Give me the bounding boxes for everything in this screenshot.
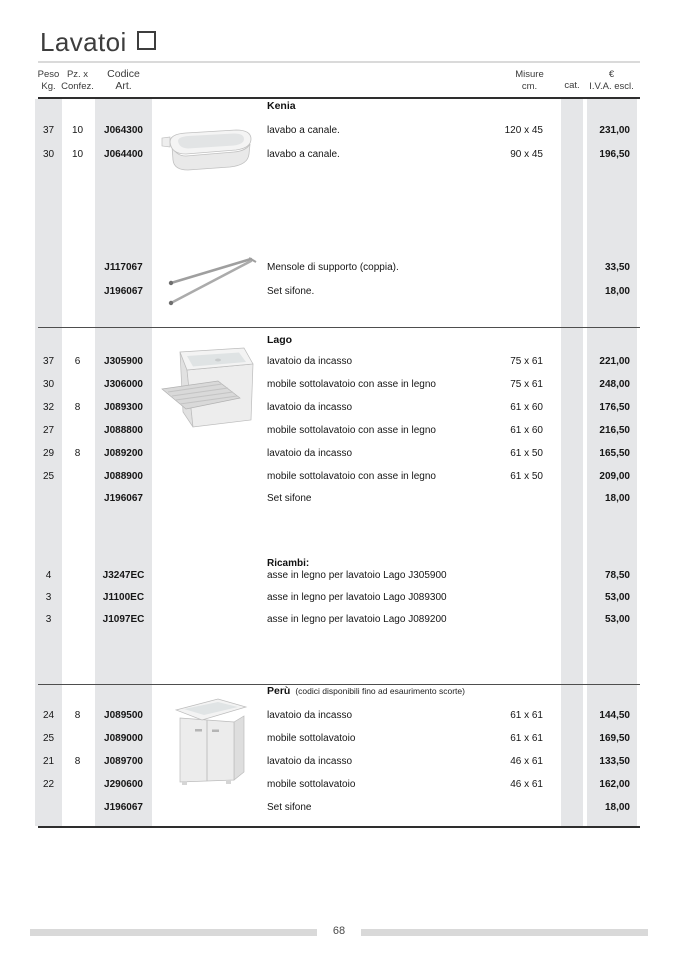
page-title-text: Lavatoi xyxy=(40,27,127,57)
header-pz-line2: Confez. xyxy=(61,80,94,92)
page-number: 68 xyxy=(332,925,346,937)
dimensions: 61 x 61 xyxy=(510,710,543,721)
article-code: J089700 xyxy=(104,756,143,767)
article-code: J3247EC xyxy=(102,570,145,581)
column-header-cat xyxy=(561,80,583,92)
table-row xyxy=(0,400,678,416)
article-code: J064400 xyxy=(104,149,143,160)
pieces-per-pack: 10 xyxy=(71,149,84,160)
weight-kg: 3 xyxy=(45,592,52,603)
table-row xyxy=(0,708,678,724)
dimensions: 61 x 60 xyxy=(510,425,543,436)
ricambi-label-text: Ricambi: xyxy=(267,558,310,569)
section-name: Perù xyxy=(267,685,291,697)
weight-kg: 30 xyxy=(42,379,55,390)
article-code: J089300 xyxy=(104,402,143,413)
description: mobile sottolavatoio xyxy=(267,779,356,790)
section-name: Lago xyxy=(267,334,293,346)
description: lavatoio da incasso xyxy=(267,756,353,767)
description: Set sifone xyxy=(267,493,312,504)
pieces-per-pack xyxy=(62,731,93,747)
dimensions: 75 x 61 xyxy=(510,356,543,367)
description: lavatoio da incasso xyxy=(267,356,353,367)
weight-kg xyxy=(35,260,62,276)
price: 144,50 xyxy=(599,710,630,721)
article-code: J306000 xyxy=(104,379,143,390)
article-code: J089200 xyxy=(104,448,143,459)
price: 53,00 xyxy=(604,614,630,625)
pieces-per-pack: 6 xyxy=(74,356,81,367)
description: lavabo a canale. xyxy=(267,149,340,160)
table-row xyxy=(0,590,678,606)
description: asse in legno per lavatoio Lago J305900 xyxy=(267,570,447,581)
section-note: (codici disponibili fino ad esaurimento scorte) xyxy=(295,686,465,696)
weight-kg xyxy=(35,491,62,507)
section-label-peru xyxy=(267,683,465,699)
price: 33,50 xyxy=(604,262,630,273)
article-code: J064300 xyxy=(104,125,143,136)
footer-bar-right xyxy=(361,929,648,936)
header-misure-line1: Misure xyxy=(515,69,544,80)
price: 221,00 xyxy=(599,356,630,367)
article-code: J196067 xyxy=(104,493,143,504)
dimensions: 120 x 45 xyxy=(504,125,543,136)
dimensions xyxy=(433,590,543,606)
price: 196,50 xyxy=(599,149,630,160)
column-header-codice xyxy=(95,68,152,92)
description: mobile sottolavatoio con asse in legno xyxy=(267,471,436,482)
weight-kg: 24 xyxy=(42,710,55,721)
section-label-kenia xyxy=(267,98,296,114)
dimensions: 75 x 61 xyxy=(510,379,543,390)
description: Mensole di supporto (coppia). xyxy=(267,262,399,273)
table-row xyxy=(0,260,678,276)
article-code: J089500 xyxy=(104,710,143,721)
article-code: J117067 xyxy=(104,262,143,273)
header-euro-line1: € xyxy=(608,69,615,80)
header-peso-line2: Kg. xyxy=(41,80,56,92)
description: Set sifone. xyxy=(267,286,315,297)
dimensions: 90 x 45 xyxy=(510,149,543,160)
article-code: J290600 xyxy=(104,779,143,790)
pieces-per-pack xyxy=(62,491,93,507)
dimensions: 46 x 61 xyxy=(510,779,543,790)
column-header-pz xyxy=(59,69,96,92)
price: 18,00 xyxy=(604,802,630,813)
table-row xyxy=(0,377,678,393)
title-divider xyxy=(38,61,640,63)
dimensions: 46 x 61 xyxy=(510,756,543,767)
weight-kg: 37 xyxy=(42,356,55,367)
description: mobile sottolavatoio con asse in legno xyxy=(267,425,436,436)
description: asse in legno per lavatoio Lago J089200 xyxy=(267,614,447,625)
pieces-per-pack: 8 xyxy=(74,402,81,413)
price: 231,00 xyxy=(599,125,630,136)
dimensions: 61 x 60 xyxy=(510,402,543,413)
dimensions xyxy=(433,800,543,816)
table-row xyxy=(0,568,678,584)
table-row xyxy=(0,731,678,747)
pieces-per-pack xyxy=(62,612,93,628)
dimensions: 61 x 61 xyxy=(510,733,543,744)
article-code: J088800 xyxy=(104,425,143,436)
article-code: J089000 xyxy=(104,733,143,744)
column-header-misure xyxy=(502,69,557,92)
description: mobile sottolavatoio xyxy=(267,733,356,744)
dimensions: 61 x 50 xyxy=(510,471,543,482)
table-row xyxy=(0,800,678,816)
weight-kg: 22 xyxy=(42,779,55,790)
footer-bar-left xyxy=(30,929,317,936)
table-row xyxy=(0,469,678,485)
weight-kg: 4 xyxy=(45,570,52,581)
weight-kg xyxy=(35,800,62,816)
price: 248,00 xyxy=(599,379,630,390)
dimensions xyxy=(433,491,543,507)
table-row xyxy=(0,777,678,793)
price: 165,50 xyxy=(599,448,630,459)
pieces-per-pack xyxy=(62,377,93,393)
weight-kg: 32 xyxy=(42,402,55,413)
price: 133,50 xyxy=(599,756,630,767)
description: mobile sottolavatoio con asse in legno xyxy=(267,379,436,390)
dimensions xyxy=(433,260,543,276)
page-title xyxy=(40,27,156,58)
dimensions xyxy=(433,612,543,628)
pieces-per-pack xyxy=(62,260,93,276)
section-divider-lago xyxy=(38,327,640,328)
price: 209,00 xyxy=(599,471,630,482)
article-code: J088900 xyxy=(104,471,143,482)
header-pz-line1: Pz. x xyxy=(66,69,89,80)
section-label-lago xyxy=(267,332,292,348)
table-row xyxy=(0,354,678,370)
article-code: J1100EC xyxy=(102,592,145,603)
header-misure-line2: cm. xyxy=(521,80,538,92)
header-euro-line2: I.V.A. escl. xyxy=(589,80,634,92)
table-bottom-divider xyxy=(38,826,640,828)
pieces-per-pack xyxy=(62,777,93,793)
table-row xyxy=(0,423,678,439)
article-code: J196067 xyxy=(104,286,143,297)
description: asse in legno per lavatoio Lago J089300 xyxy=(267,592,447,603)
pieces-per-pack xyxy=(62,590,93,606)
weight-kg: 3 xyxy=(45,614,52,625)
header-codice-line2: Art. xyxy=(115,80,132,92)
pieces-per-pack xyxy=(62,800,93,816)
header-cat-text: cat. xyxy=(564,80,580,91)
section-name: Kenia xyxy=(267,100,296,112)
dimensions xyxy=(433,284,543,300)
description: lavabo a canale. xyxy=(267,125,340,136)
dimensions: 61 x 50 xyxy=(510,448,543,459)
description: lavatoio da incasso xyxy=(267,448,353,459)
price: 176,50 xyxy=(599,402,630,413)
weight-kg: 37 xyxy=(42,125,55,136)
pieces-per-pack: 8 xyxy=(74,710,81,721)
table-row xyxy=(0,491,678,507)
price: 162,00 xyxy=(599,779,630,790)
pieces-per-pack: 10 xyxy=(71,125,84,136)
article-code: J1097EC xyxy=(102,614,145,625)
dimensions xyxy=(433,568,543,584)
series-square-icon xyxy=(137,31,156,50)
price: 169,50 xyxy=(599,733,630,744)
article-code: J305900 xyxy=(104,356,143,367)
weight-kg: 25 xyxy=(42,471,55,482)
pieces-per-pack xyxy=(62,284,93,300)
article-code: J196067 xyxy=(104,802,143,813)
header-peso-line1: Peso xyxy=(37,69,60,80)
price: 216,50 xyxy=(599,425,630,436)
weight-kg: 21 xyxy=(42,756,55,767)
price: 78,50 xyxy=(604,570,630,581)
table-row xyxy=(0,284,678,300)
pieces-per-pack: 8 xyxy=(74,756,81,767)
table-row xyxy=(0,754,678,770)
description: lavatoio da incasso xyxy=(267,402,353,413)
table-row xyxy=(0,446,678,462)
table-row xyxy=(0,612,678,628)
header-codice-line1: Codice xyxy=(107,68,140,80)
weight-kg: 30 xyxy=(42,149,55,160)
price: 18,00 xyxy=(604,493,630,504)
weight-kg: 25 xyxy=(42,733,55,744)
pieces-per-pack: 8 xyxy=(74,448,81,459)
price: 53,00 xyxy=(604,592,630,603)
weight-kg: 29 xyxy=(42,448,55,459)
pieces-per-pack xyxy=(62,568,93,584)
description: Set sifone xyxy=(267,802,312,813)
column-header-euro xyxy=(583,69,640,92)
pieces-per-pack xyxy=(62,469,93,485)
description: lavatoio da incasso xyxy=(267,710,353,721)
table-row xyxy=(0,147,678,163)
table-row xyxy=(0,123,678,139)
column-header-peso xyxy=(35,69,62,92)
weight-kg xyxy=(35,284,62,300)
price: 18,00 xyxy=(604,286,630,297)
weight-kg: 27 xyxy=(42,425,55,436)
pieces-per-pack xyxy=(62,423,93,439)
